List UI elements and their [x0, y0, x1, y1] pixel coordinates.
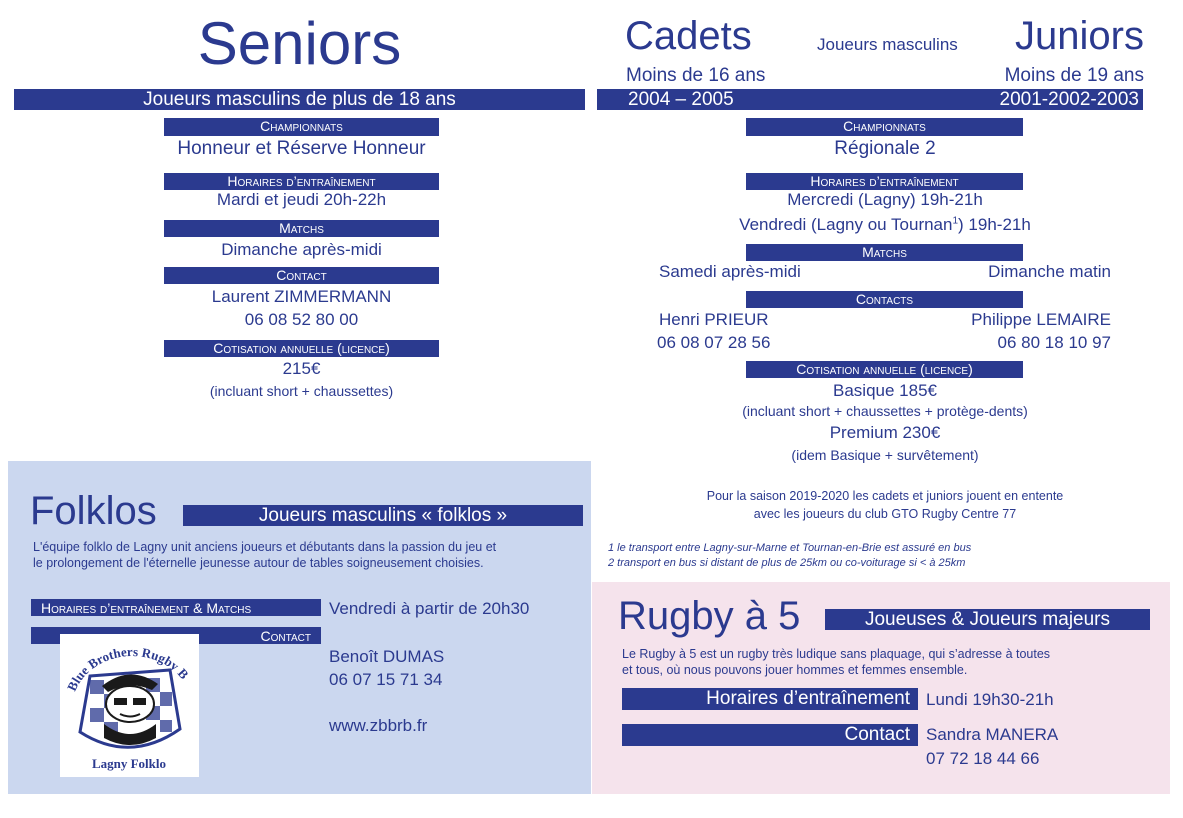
rugby5-description-2: et tous, où nous pouvons jouer hommes et femmes ensemble. [622, 663, 968, 677]
folklos-contact-phone: 06 07 15 71 34 [329, 670, 443, 689]
folklos-contact-label: Contact [31, 627, 321, 644]
cadets-title: Cadets [625, 14, 752, 58]
rugby5-subtitle-bar: Joueuses & Joueurs majeurs [825, 609, 1150, 630]
cj-footnote-2: 2 transport en bus si distant de plus de 25km ou co-voiturage si < à 25km [608, 557, 966, 569]
rugby5-contact-name: Sandra MANERA [926, 725, 1059, 744]
seniors-matchs-label: Matchs [164, 220, 439, 237]
cj-contact2-phone: 06 80 18 10 97 [997, 333, 1111, 352]
folklos-description-1: L'équipe folklo de Lagny unit anciens joueurs et débutants dans la passion du jeu et [33, 540, 497, 554]
cadets-years: 2004 – 2005 [628, 89, 734, 110]
folklos-horaires: Vendredi à partir de 20h30 [329, 599, 530, 618]
folklos-title: Folklos [30, 489, 157, 533]
seniors-contact-name: Laurent ZIMMERMANN [211, 287, 392, 306]
juniors-age: Moins de 19 ans [1004, 65, 1144, 86]
cadets-age: Moins de 16 ans [626, 65, 766, 86]
rugby5-contact-label: Contact [622, 724, 918, 746]
cj-contacts-label: Contacts [746, 291, 1023, 308]
cj-matchs-left: Samedi après-midi [659, 262, 801, 281]
seniors-horaires-label: Horaires d’entraînement [164, 173, 439, 190]
blue-brothers-logo [60, 634, 199, 777]
cj-contact1-name: Henri PRIEUR [659, 310, 769, 329]
juniors-title: Juniors [1015, 14, 1144, 58]
seniors-contact-label: Contact [164, 267, 439, 284]
seniors-horaires: Mardi et jeudi 20h-22h [216, 190, 387, 209]
folklos-horaires-label: Horaires d’entraînement & Matchs [31, 599, 321, 616]
cj-horaires-1: Mercredi (Lagny) 19h-21h [787, 190, 983, 209]
rugby5-horaires-label: Horaires d’entraînement [622, 688, 918, 710]
cj-entente-1: Pour la saison 2019-2020 les cadets et juniors jouent en entente [706, 489, 1064, 503]
cj-horaires-2: Vendredi (Lagny ou Tournan$^1$) 19h-21h [739, 215, 1031, 234]
seniors-contact-phone: 06 08 52 80 00 [244, 310, 359, 329]
cj-entente-2: avec les joueurs du club GTO Rugby Centre 77 [753, 507, 1017, 521]
logo-top-text: Blue Brothers Rugby B [63, 643, 192, 694]
cj-contact2-name: Philippe LEMAIRE [971, 310, 1111, 329]
seniors-championnats-label: Championnats [164, 118, 439, 136]
cj-championnats: Régionale 2 [834, 138, 936, 159]
joueurs-masculins-label: Joueurs masculins [817, 35, 958, 54]
rugby5-contact-phone: 07 72 18 44 66 [926, 749, 1040, 768]
seniors-subtitle-bar: Joueurs masculins de plus de 18 ans [14, 89, 585, 110]
folklos-website-link[interactable]: www.zbbrb.fr [329, 716, 428, 735]
cadets-juniors-years-bar [597, 89, 1143, 110]
cj-premium-note: (idem Basique + survêtement) [791, 447, 979, 463]
cj-basique: Basique 185€ [833, 381, 937, 400]
folklos-section [8, 461, 591, 794]
seniors-matchs: Dimanche après-midi [221, 240, 382, 259]
cj-cotisation-label: Cotisation annuelle (licence) [746, 361, 1023, 378]
seniors-title: Seniors [197, 10, 402, 77]
cj-basique-note: (incluant short + chaussettes + protège-dents) [742, 403, 1028, 419]
seniors-cotisation-label: Cotisation annuelle (licence) [164, 340, 439, 357]
seniors-cotisation: 215€ [282, 359, 321, 378]
cj-matchs-label: Matchs [746, 244, 1023, 261]
folklos-contact-name: Benoît DUMAS [329, 647, 445, 666]
cj-championnats-label: Championnats [746, 118, 1023, 136]
rugby5-section [592, 582, 1170, 794]
rugby5-title: Rugby à 5 [618, 594, 801, 638]
cj-horaires-label: Horaires d’entraînement [746, 173, 1023, 190]
cj-matchs-right: Dimanche matin [988, 262, 1111, 281]
cj-footnote-1: 1 le transport entre Lagny-sur-Marne et Tournan-en-Brie est assuré en bus [608, 542, 972, 554]
seniors-cotisation-note: (incluant short + chaussettes) [209, 383, 394, 399]
rugby5-horaires: Lundi 19h30-21h [926, 690, 1054, 709]
cj-contact1-phone: 06 08 07 28 56 [657, 333, 771, 352]
folklos-description-2: le prolongement de l'éternelle jeunesse autour de tables soigneusement choisies. [33, 556, 484, 570]
folklos-subtitle-bar: Joueurs masculins « folklos » [183, 505, 583, 526]
juniors-years: 2001-2002-2003 [999, 89, 1139, 110]
seniors-championnats: Honneur et Réserve Honneur [177, 138, 426, 159]
logo-bottom-text: Lagny Folklo [91, 756, 167, 771]
cj-premium: Premium 230€ [829, 423, 941, 442]
rugby5-description-1: Le Rugby à 5 est un rugby très ludique sans plaquage, qui s’adresse à toutes [622, 647, 1051, 661]
